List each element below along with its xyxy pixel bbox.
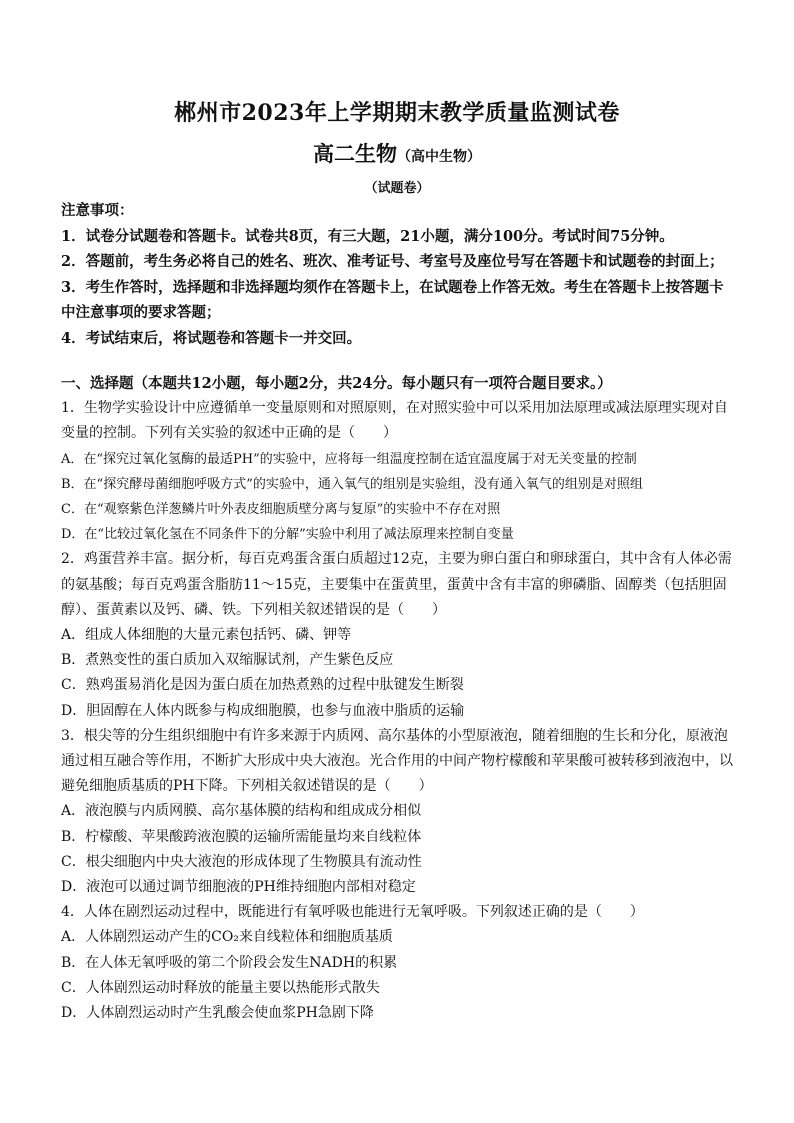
paper-type-label: （试题卷） bbox=[364, 181, 430, 196]
question-stem: 3．根尖等的分生组织细胞中有许多来源于内质网、高尔基体的小型原液泡，随着细胞的生长和分化，原液泡通过相互融合等作用，不断扩大形成中央大液泡。光合作用的中间产物柠檬酸和苹果酸可被转移到液泡中，以避免细胞质基质的PH下降。下列相关叙述错误的是（ ） bbox=[61, 727, 733, 795]
question-option: B．煮熟变性的蛋白质加入双缩脲试剂，产生紫色反应 bbox=[61, 652, 394, 669]
instruction-item: 4．考试结束后，将试题卷和答题卡一并交回。 bbox=[61, 329, 362, 347]
question-option: D．胆固醇在人体内既参与构成细胞膜，也参与血液中脂质的运输 bbox=[61, 702, 465, 719]
question-option: A．组成人体细胞的大量元素包括钙、磷、钾等 bbox=[61, 627, 352, 644]
question-option: B．在人体无氧呼吸的第二个阶段会发生NADH的积累 bbox=[61, 954, 398, 971]
question-option: A．液泡膜与内质网膜、高尔基体膜的结构和组成成分相似 bbox=[61, 803, 422, 820]
subject-line bbox=[0, 138, 794, 168]
question-option: B．在“探究酵母菌细胞呼吸方式”的实验中，通入氧气的组别是实验组，没有通入氧气的组别是对照组 bbox=[61, 476, 643, 492]
question-option: C．人体剧烈运动时释放的能量主要以热能形式散失 bbox=[61, 979, 380, 996]
question-option: D．在“比较过氧化氢在不同条件下的分解”实验中利用了减法原理来控制自变量 bbox=[61, 527, 514, 543]
question-option: A．人体剧烈运动产生的CO₂来自线粒体和细胞质基质 bbox=[61, 929, 393, 946]
subject-name: 高二生物 bbox=[313, 141, 397, 166]
exam-title: 郴州市2023年上学期期末教学质量监测试卷 bbox=[174, 100, 620, 126]
instruction-item: 3．考生作答时，选择题和非选择题均须作在答题卡上，在试题卷上作答无效。考生在答题卡上按答题卡中注意事项的要求答题； bbox=[61, 278, 724, 321]
instructions-block bbox=[61, 198, 733, 351]
question-stem: 1．生物学实验设计中应遵循单一变量原则和对照原则，在对照实验中可以采用加法原理或减法原理实现对自变量的控制。下列有关实验的叙述中正确的是（ ） bbox=[61, 400, 728, 442]
subject-note: （高中生物） bbox=[397, 149, 481, 165]
question-option: B．柠檬酸、苹果酸跨液泡膜的运输所需能量均来自线粒体 bbox=[61, 828, 422, 845]
question-option: C．在“观察紫色洋葱鳞片叶外表皮细胞质壁分离与复原”的实验中不存在对照 bbox=[61, 502, 501, 518]
question-option: C．熟鸡蛋易消化是因为蛋白质在加热煮熟的过程中肽键发生断裂 bbox=[61, 677, 464, 694]
question-option: D．液泡可以通过调节细胞液的PH维持细胞内部相对稳定 bbox=[61, 879, 416, 896]
question-stem: 4．人体在剧烈运动过程中，既能进行有氧呼吸也能进行无氧呼吸。下列叙述正确的是（ ） bbox=[61, 904, 644, 921]
question-option: A．在“探究过氧化氢酶的最适PH”的实验中，应将每一组温度控制在适宜温度属于对无关变量的控制 bbox=[61, 451, 637, 467]
questions-block bbox=[61, 371, 733, 1026]
section-heading: 一、选择题（本题共12小题，每小题2分，共24分。每小题只有一项符合题目要求。） bbox=[61, 375, 612, 392]
question-option: C．根尖细胞内中央大液泡的形成体现了生物膜具有流动性 bbox=[61, 853, 422, 870]
instruction-item: 2．答题前，考生务必将自己的姓名、班次、准考证号、考室号及座位号写在答题卡和试题卷的封面上； bbox=[61, 253, 724, 270]
question-stem: 2．鸡蛋营养丰富。据分析，每百克鸡蛋含蛋白质超过12克，主要为卵白蛋白和卵球蛋白，其中含有人体必需的氨基酸；每百克鸡蛋含脂肪11～15克，主要集中在蛋黄里，蛋黄中含有丰富的卵磷脂、固醇类（包括胆固醇）、蛋黄素以及钙、磷、铁。下列相关叙述错误的是（ ） bbox=[61, 551, 732, 618]
instruction-item: 1．试卷分试题卷和答题卡。试卷共8页，有三大题，21小题，满分100分。考试时间75分钟。 bbox=[61, 227, 674, 245]
question-option: D．人体剧烈运动时产生乳酸会使血浆PH急剧下降 bbox=[61, 1005, 374, 1022]
instructions-heading: 注意事项： bbox=[61, 202, 134, 219]
